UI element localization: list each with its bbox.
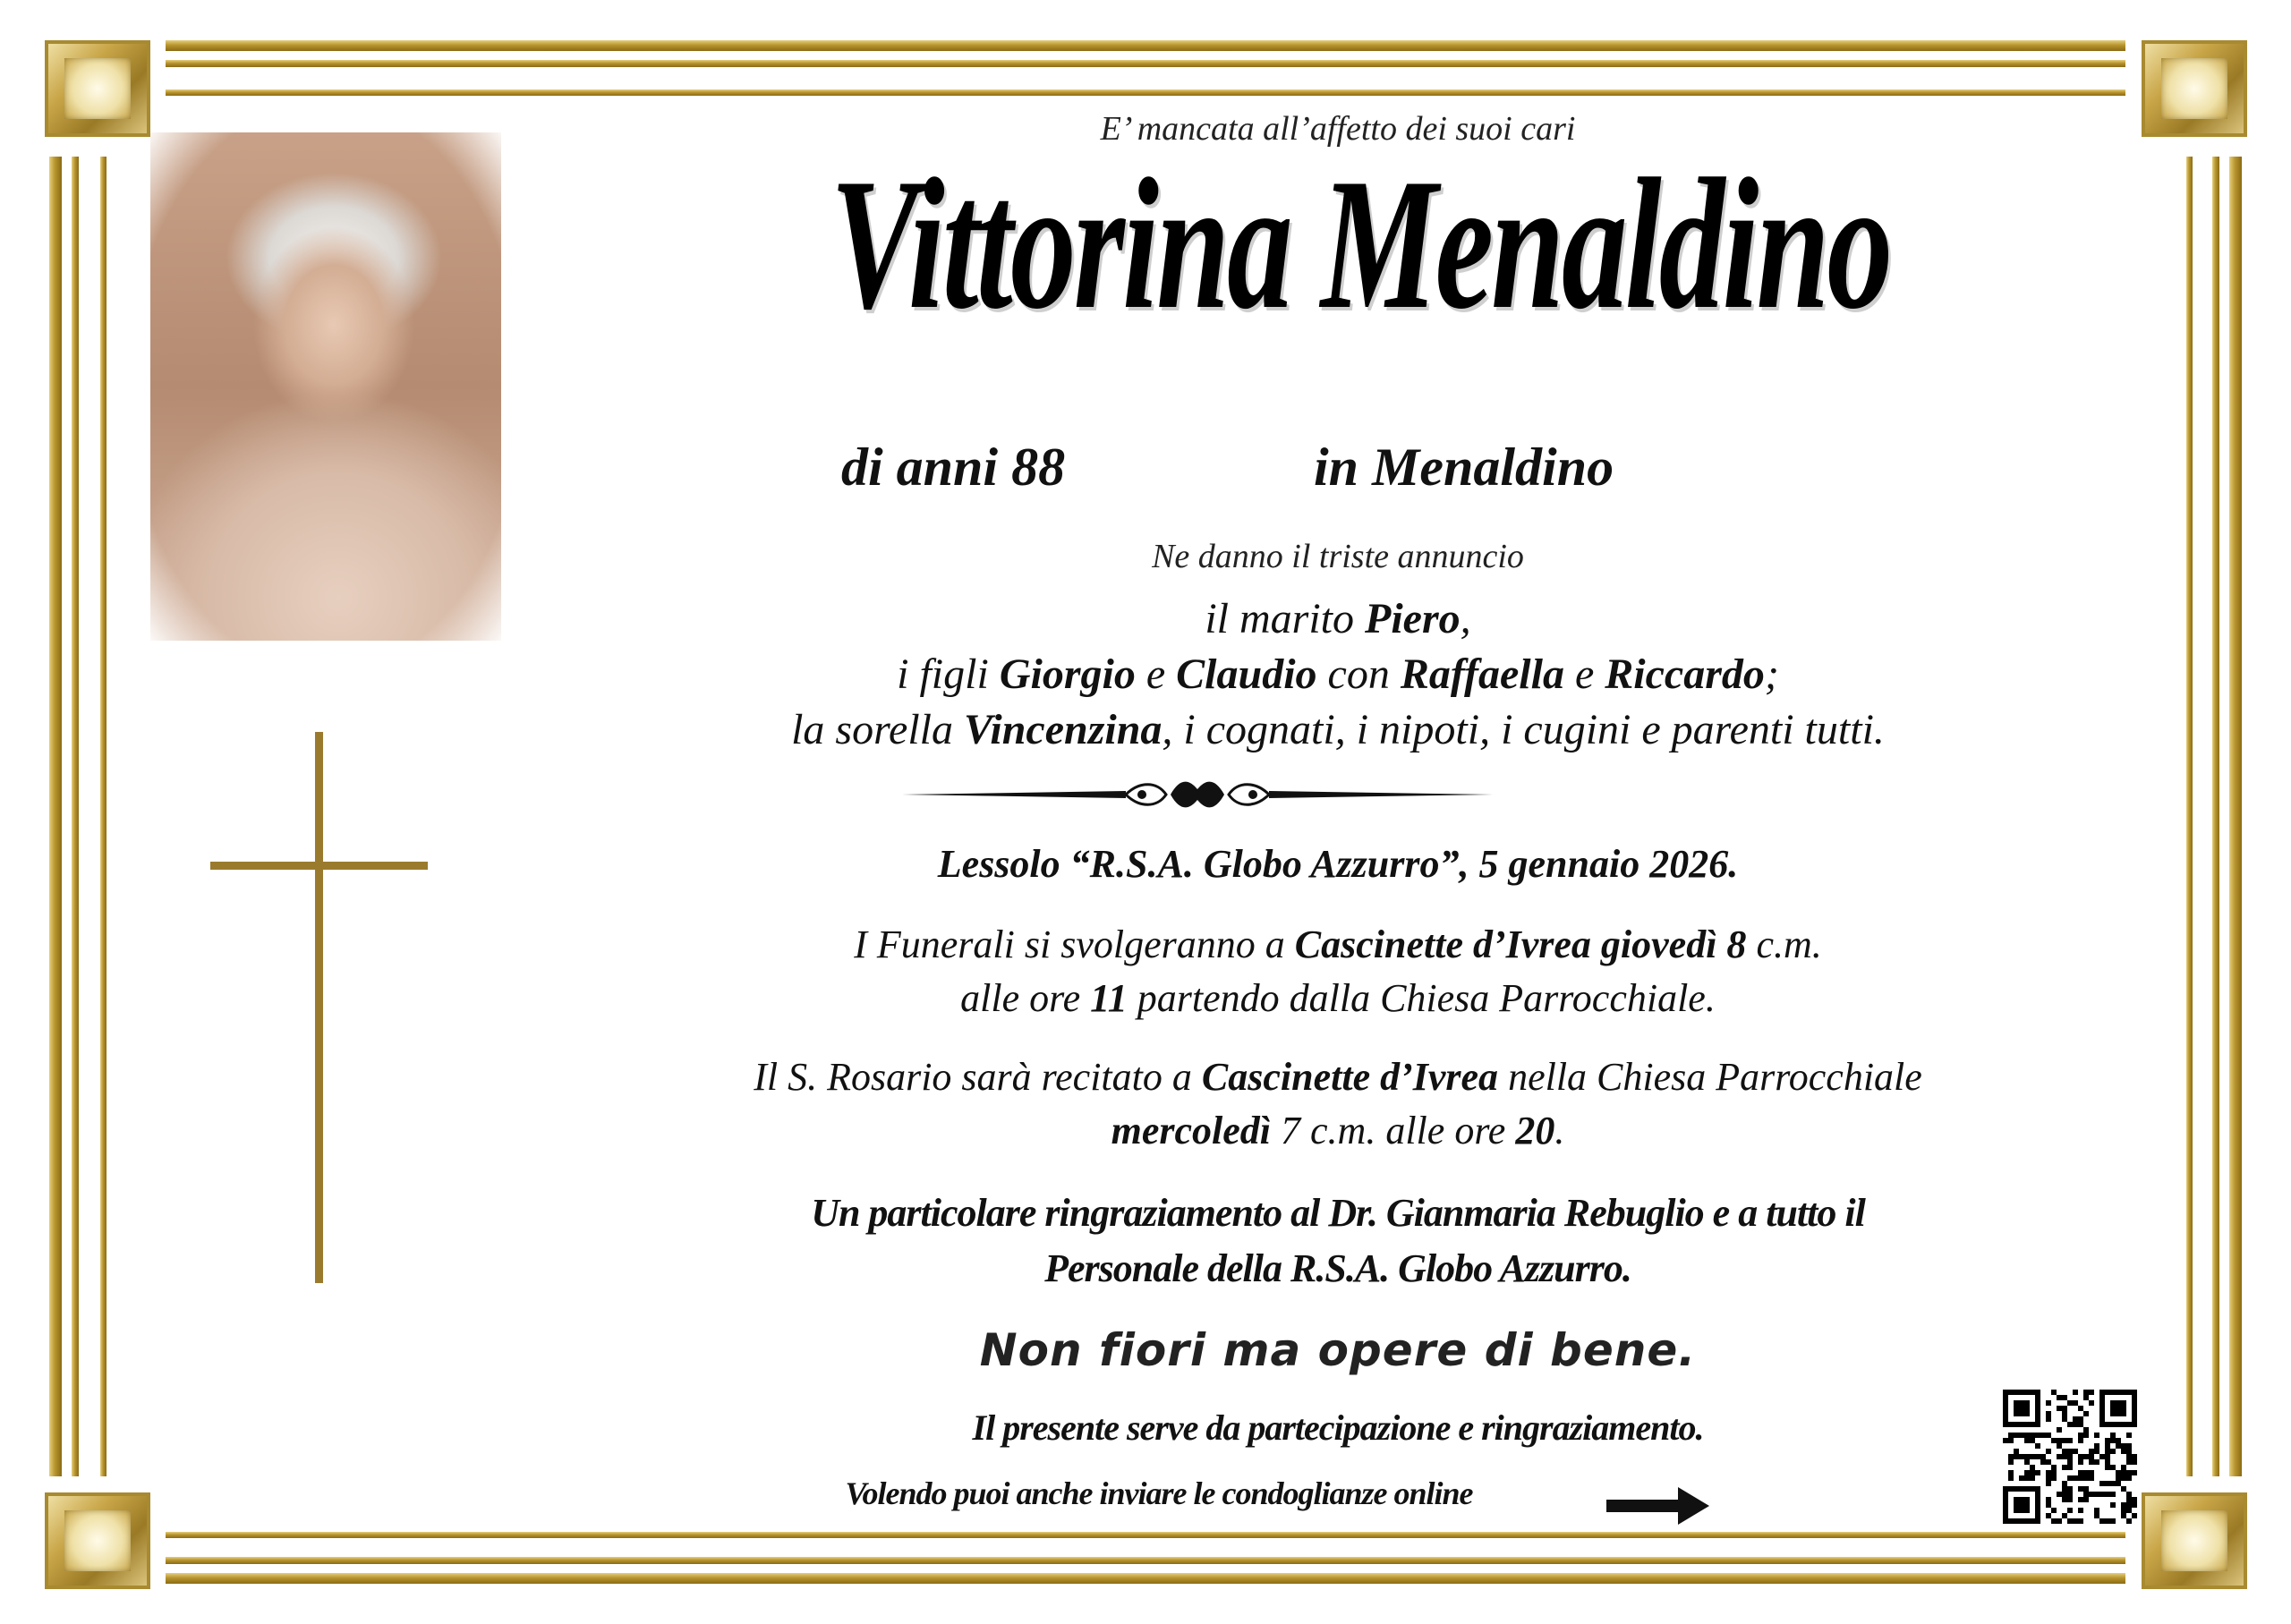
married-name-text: in Menaldino: [1314, 438, 1614, 497]
rosary-line-2: mercoledì 7 c.m. alle ore 20.: [1111, 1109, 1565, 1152]
arrow-right-icon[interactable]: [1606, 1484, 1709, 1528]
family-line-1: il marito Piero,: [1205, 595, 1471, 642]
presente-text: Il presente serve da partecipazione e ringraziamento.: [972, 1407, 1704, 1448]
funeral-line-1: I Funerali si svolgeranno a Cascinette d’Ivrea giovedì 8 c.m.: [854, 923, 1822, 966]
rosary-line-1: Il S. Rosario sarà recitato a Cascinette d’Ivrea nella Chiesa Parrocchiale: [754, 1055, 1922, 1099]
age-text: di anni 88: [841, 438, 1066, 497]
place-date-text: Lessolo “R.S.A. Globo Azzurro”, 5 gennaio 2026.: [937, 842, 1739, 886]
condolences-text: Volendo puoi anche inviare le condoglianze online: [845, 1475, 1473, 1511]
thanks-line-2: Personale della R.S.A. Globo Azzurro.: [1044, 1246, 1631, 1290]
announcement-text: Ne danno il triste annuncio: [1152, 538, 1524, 575]
ornament-divider-icon: [902, 777, 1493, 812]
funeral-line-2: alle ore 11 partendo dalla Chiesa Parrocchiale.: [960, 976, 1716, 1020]
intro-text: E’ mancata all’affetto dei suoi cari: [1100, 110, 1576, 148]
thanks-line-1: Un particolare ringraziamento al Dr. Gianmaria Rebuglio e a tutto il: [811, 1191, 1865, 1235]
qr-code-icon[interactable]: [2003, 1390, 2137, 1524]
no-flowers-text: Non fiori ma opere di bene.: [979, 1324, 1697, 1376]
family-line-3: la sorella Vincenzina, i cognati, i nipoti, i cugini e parenti tutti.: [791, 706, 1885, 753]
family-line-2: i figli Giorgio e Claudio con Raffaella e Riccardo;: [897, 650, 1779, 698]
deceased-name: Vittorina Menaldino: [830, 140, 1891, 348]
deceased-photo: [150, 132, 501, 641]
